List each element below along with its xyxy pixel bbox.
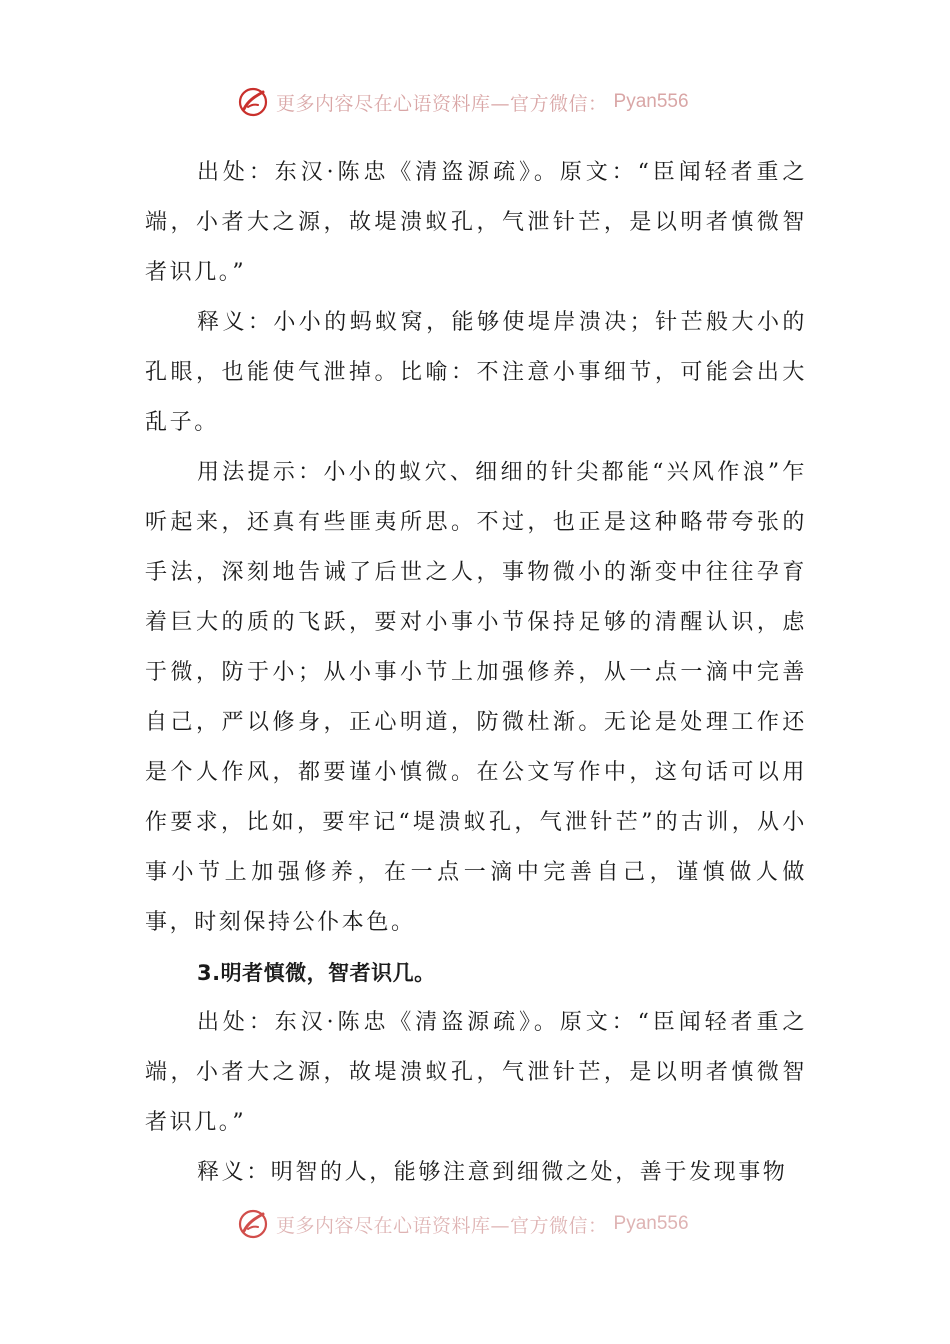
paragraph-source: 出处：东汉·陈忠《清盗源疏》。原文：“臣闻轻者重之端，小者大之源，故堤溃蚁孔，气泄针芒，是以明者慎微智者识几。” [145, 160, 807, 285]
document-body [145, 148, 807, 1198]
paragraph-usage: 用法提示：小小的蚁穴、细细的针尖都能“兴风作浪”乍听起来，还真有些匪夷所思。不过，也正是这种略带夸张的手法，深刻地告诫了后世之人，事物微小的渐变中往往孕育着巨大的质的飞跃，要对小事小节保持足够的清醒认识，虑于微，防于小；从小事小节上加强修养，从一点一滴中完善自己，严以修身，正心明道，防微杜渐。无论是处理工作还是个人作风，都要谨小慎微。在公文写作中，这句话可以用作要求，比如，要牢记“堤溃蚁孔，气泄针芒”的古训，从小事小节上加强修养，在一点一滴中完善自己，谨慎做人做事，时刻保持公仆本色。 [145, 460, 807, 935]
header-watermark [236, 84, 689, 120]
section-heading: 3.明者慎微，智者识几。 [197, 961, 436, 985]
footer-watermark [236, 1206, 689, 1242]
paragraph-source-2: 出处：东汉·陈忠《清盗源疏》。原文：“臣闻轻者重之端，小者大之源，故堤溃蚁孔，气泄针芒，是以明者慎微智者识几。” [145, 1010, 807, 1135]
brush-logo-icon [236, 85, 270, 119]
watermark-text: 更多内容尽在心语资料库—官方微信： [276, 1214, 608, 1237]
brush-logo-icon [236, 1207, 270, 1241]
paragraph-meaning-2: 释义：明智的人，能够注意到细微之处，善于发现事物 [197, 1160, 788, 1185]
watermark-wechat-id: Pyan556 [613, 91, 689, 112]
watermark-wechat-id: Pyan556 [613, 1213, 689, 1234]
paragraph-meaning: 释义：小小的蚂蚁窝，能够使堤岸溃决；针芒般大小的孔眼，也能使气泄掉。比喻：不注意小事细节，可能会出大乱子。 [145, 310, 807, 435]
watermark-text: 更多内容尽在心语资料库—官方微信： [276, 92, 608, 115]
